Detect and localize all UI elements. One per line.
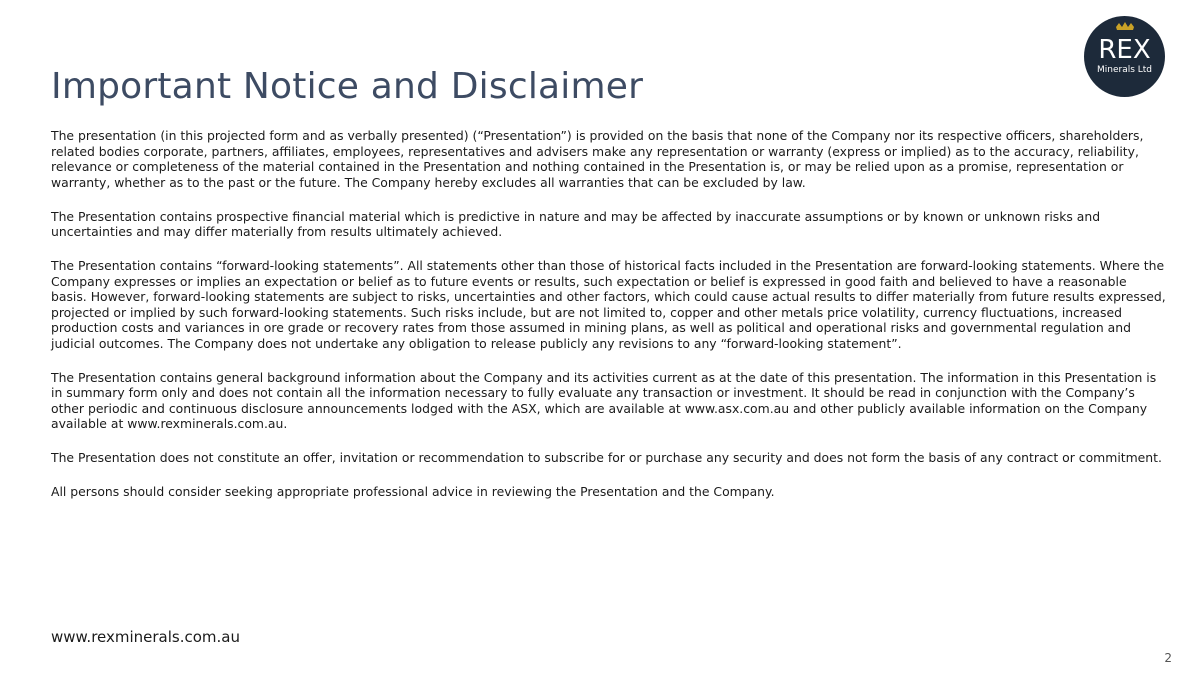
page-number: 2 — [1164, 651, 1172, 665]
company-logo — [1084, 16, 1165, 97]
disclaimer-paragraph: The Presentation contains “forward-looking statements”. All statements other than those of historical facts included in the Presentation are forward-looking statements. Where the Company expresses or implies an expectation or belief as to future events or results, such expectation or belief is expressed in good faith and believed to have a reasonable basis. However, forward-looking statements are subject to risks, uncertainties and other factors, which could cause actual results to differ materially from future results expressed, projected or implied by such forward-looking statements. Such risks include, but are not limited to, copper and other metals price volatility, currency fluctuations, increased production costs and variances in ore grade or recovery rates from those assumed in mining plans, as well as political and operational risks and governmental regulation and judicial outcomes. The Company does not undertake any obligation to release publicly any revisions to any “forward-looking statement”. — [51, 258, 1166, 351]
rex-logo-icon — [1084, 16, 1165, 97]
footer-website-link[interactable]: www.rexminerals.com.au — [51, 628, 241, 646]
disclaimer-paragraph: The Presentation contains general background information about the Company and its activities current as at the date of this presentation. The information in this Presentation is in summary form only and does not contain all the information necessary to fully evaluate any transaction or investment. It should be read in conjunction with the Company’s other periodic and continuous disclosure announcements lodged with the ASX, which are available at www.asx.com.au and other publicly available information on the Company available at www.rexminerals.com.au. — [51, 369, 1157, 431]
disclaimer-paragraph: The presentation (in this projected form and as verbally presented) (“Presentation”) is provided on the basis that none of the Company nor its respective officers, shareholders, related bodies corporate, partners, affiliates, employees, representatives and advisers make any representation or warranty (express or implied) as to the accuracy, reliability, relevance or completeness of the material contained in the Presentation and nothing contained in the Presentation is, or may be relied upon as a promise, representation or warranty, whether as to the past or the future. The Company hereby excludes all warranties that can be excluded by law. — [51, 128, 1144, 190]
disclaimer-paragraph: The Presentation does not constitute an offer, invitation or recommendation to subscribe for or purchase any security and does not form the basis of any contract or commitment. — [51, 450, 1162, 465]
disclaimer-body — [51, 128, 1166, 518]
page-title: Important Notice and Disclaimer — [51, 66, 644, 107]
logo-subtitle: Minerals Ltd — [1096, 65, 1153, 75]
logo-wordmark: REX — [1098, 35, 1151, 65]
disclaimer-paragraph: The Presentation contains prospective financial material which is predictive in nature and may be affected by inaccurate assumptions or by known or unknown risks and uncertainties and may differ materially from results ultimately achieved. — [51, 208, 1101, 239]
disclaimer-paragraph: All persons should consider seeking appropriate professional advice in reviewing the Presentation and the Company. — [51, 484, 775, 499]
